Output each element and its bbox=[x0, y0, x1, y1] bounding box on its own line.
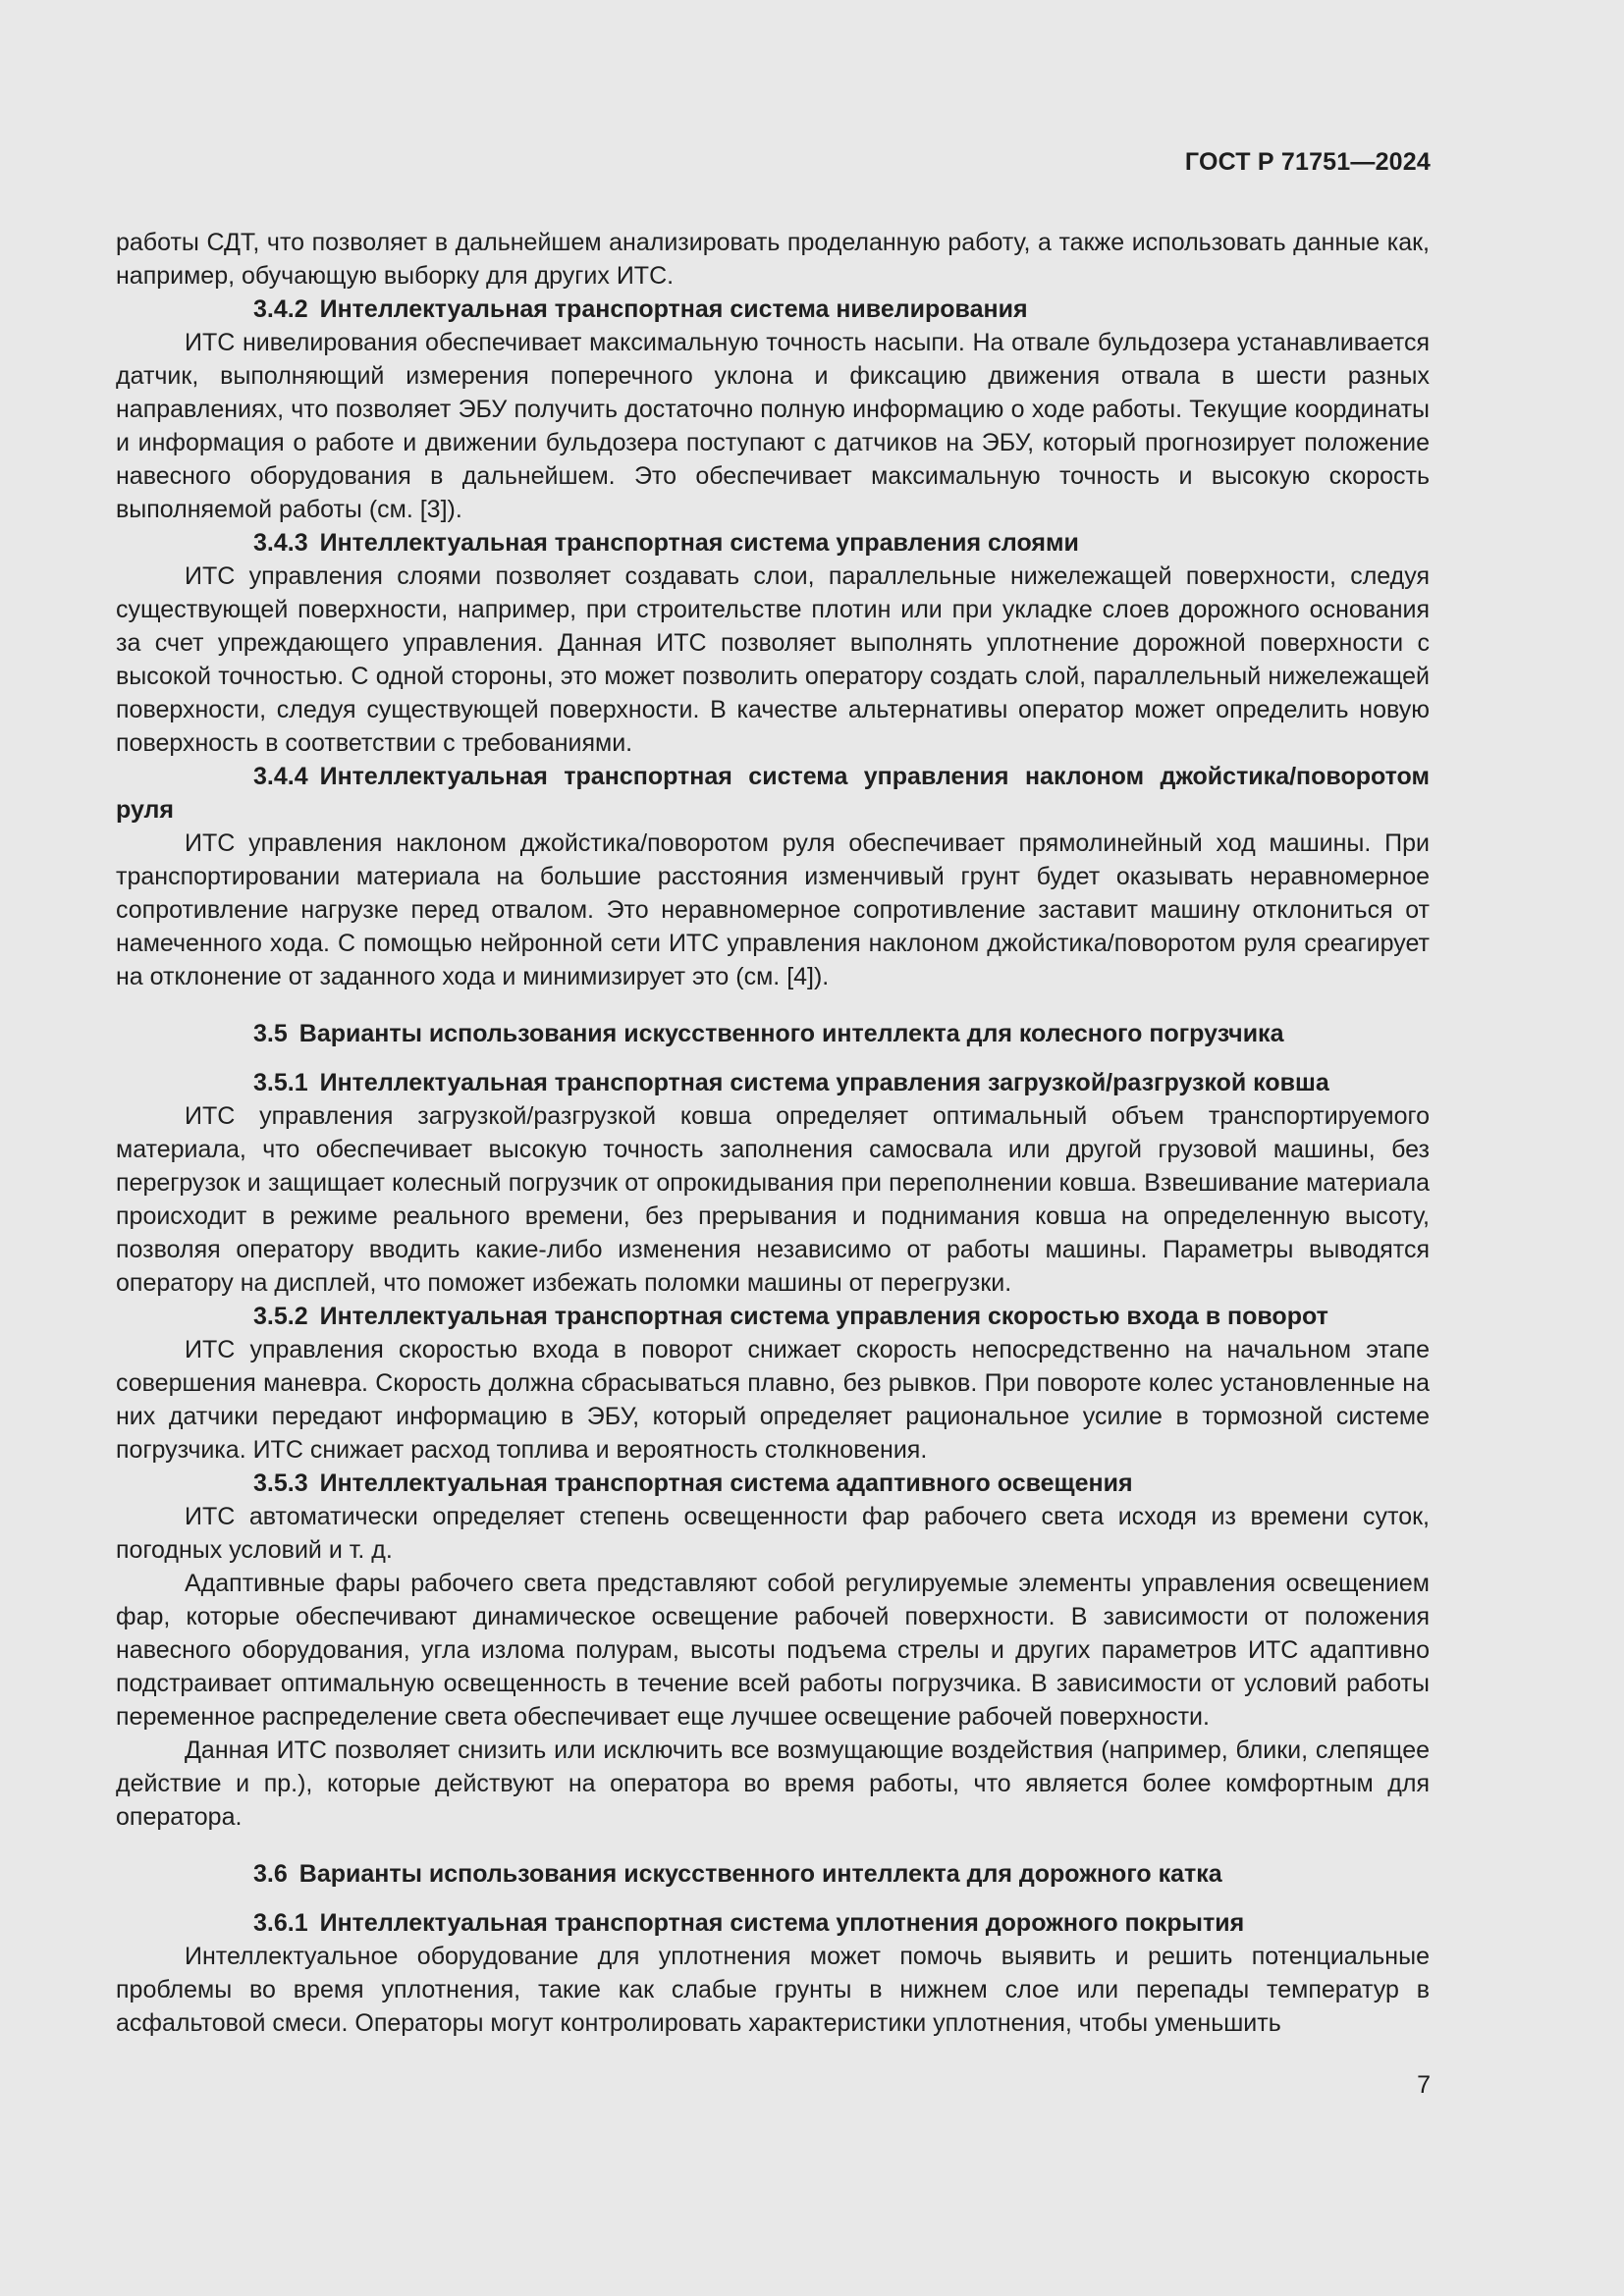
paragraph: ИТС нивелирования обеспечивает максимальную точность насыпи. На отвале бульдозера устанавливается датчик, выполняющий измерения поперечного уклона и фиксацию движения отвала в шести разных направлениях, что позволяет ЭБУ получить достаточно полную информацию о ходе работы. Текущие координаты и информация о работе и движении бульдозера поступают с датчиков на ЭБУ, который прогнозирует положение навесного оборудования в дальнейшем. Это обеспечивает максимальную точность и высокую скорость выполняемой работы (см. [3]). bbox=[116, 329, 1430, 523]
section-title: Интеллектуальная транспортная система управления загрузкой/разгрузкой ковша bbox=[319, 1069, 1329, 1096]
section-title: Интеллектуальная транспортная система управления наклоном джойстика/поворотом руля bbox=[116, 763, 1430, 824]
subsection-heading bbox=[116, 1066, 1430, 1099]
paragraph: Адаптивные фары рабочего света представляют собой регулируемые элементы управления освещением фар, которые обеспечивают динамическое освещение рабочей поверхности. В зависимости от положения навесного оборудования, угла излома полурам, высоты подъема стрелы и других параметров ИТС адаптивно подстраивает оптимальную освещенность в течение всей работы погрузчика. В зависимости от условий работы переменное распределение света обеспечивает еще лучшее освещение рабочей поверхности. bbox=[116, 1570, 1430, 1731]
paragraph: работы СДТ, что позволяет в дальнейшем анализировать проделанную работу, а также использовать данные как, например, обучающую выборку для других ИТС. bbox=[116, 229, 1430, 290]
section-number: 3.5.1 bbox=[253, 1069, 308, 1096]
section-number: 3.5.3 bbox=[253, 1469, 308, 1497]
section-title: Интеллектуальная транспортная система нивелирования bbox=[319, 295, 1028, 323]
paragraph: ИТС управления наклоном джойстика/поворотом руля обеспечивает прямолинейный ход машины. При транспортировании материала на большие расстояния изменчивый грунт будет оказывать неравномерное сопротивление нагрузке перед отвалом. Это неравномерное сопротивление заставит машину отклониться от намеченного хода. С помощью нейронной сети ИТС управления наклоном джойстика/поворотом руля среагирует на отклонение от заданного хода и минимизирует это (см. [4]). bbox=[116, 829, 1430, 990]
section-number: 3.5 bbox=[253, 1020, 288, 1047]
subsection-heading bbox=[116, 1467, 1430, 1500]
subsection-heading bbox=[116, 293, 1430, 326]
paragraph: Интеллектуальное оборудование для уплотнения может помочь выявить и решить потенциальные проблемы во время уплотнения, такие как слабые грунты в нижнем слое или перепады температур в асфальтовой смеси. Операторы могут контролировать характеристики уплотнения, чтобы уменьшить bbox=[116, 1943, 1430, 2037]
document-body bbox=[116, 226, 1430, 2040]
section-title: Интеллектуальная транспортная система уплотнения дорожного покрытия bbox=[319, 1909, 1245, 1937]
section-heading bbox=[116, 1017, 1430, 1050]
section-title: Интеллектуальная транспортная система управления скоростью входа в поворот bbox=[319, 1303, 1328, 1330]
section-number: 3.4.3 bbox=[253, 529, 308, 557]
section-number: 3.4.4 bbox=[253, 763, 308, 790]
paragraph: ИТС автоматически определяет степень освещенности фар рабочего света исходя из времени суток, погодных условий и т. д. bbox=[116, 1503, 1430, 1564]
section-number: 3.5.2 bbox=[253, 1303, 308, 1330]
paragraph: ИТС управления слоями позволяет создавать слои, параллельные нижележащей поверхности, следуя существующей поверхности, например, при строительстве плотин или при укладке слоев дорожного основания за счет упреждающего управления. Данная ИТС позволяет выполнять уплотнение дорожной поверхности с высокой точностью. С одной стороны, это может позволить оператору создать слой, параллельный нижележащей поверхности, следуя существующей поверхности. В качестве альтернативы оператор может определить новую поверхность в соответствии с требованиями. bbox=[116, 562, 1430, 757]
paragraph: Данная ИТС позволяет снизить или исключить все возмущающие воздействия (например, блики, слепящее действие и пр.), которые действуют на оператора во время работы, что является более комфортным для оператора. bbox=[116, 1736, 1430, 1831]
paragraph: ИТС управления загрузкой/разгрузкой ковша определяет оптимальный объем транспортируемого материала, что обеспечивает высокую точность заполнения самосвала или другой грузовой машины, без перегрузок и защищает колесный погрузчик от опрокидывания при переполнении ковша. Взвешивание материала происходит в режиме реального времени, без прерывания и поднимания ковша на определенную высоту, позволяя оператору вводить какие-либо изменения независимо от работы машины. Параметры выводятся оператору на дисплей, что поможет избежать поломки машины от перегрузки. bbox=[116, 1102, 1430, 1297]
section-number: 3.4.2 bbox=[253, 295, 308, 323]
page-number: 7 bbox=[1417, 2071, 1431, 2099]
subsection-heading bbox=[116, 1300, 1430, 1333]
standard-code: ГОСТ Р 71751—2024 bbox=[1184, 148, 1431, 176]
subsection-heading bbox=[116, 526, 1430, 560]
section-title: Варианты использования искусственного интеллекта для дорожного катка bbox=[298, 1860, 1222, 1888]
paragraph: ИТС управления скоростью входа в поворот снижает скорость непосредственно на начальном этапе совершения маневра. Скорость должна сбрасываться плавно, без рывков. При повороте колес установленные на них датчики передают информацию в ЭБУ, который определяет рациональное усилие в тормозной системе погрузчика. ИТС снижает расход топлива и вероятность столкновения. bbox=[116, 1336, 1430, 1464]
section-number: 3.6.1 bbox=[253, 1909, 308, 1937]
subsection-heading bbox=[116, 1906, 1430, 1940]
section-title: Интеллектуальная транспортная система управления слоями bbox=[319, 529, 1079, 557]
section-title: Варианты использования искусственного интеллекта для колесного погрузчика bbox=[298, 1020, 1284, 1047]
section-number: 3.6 bbox=[253, 1860, 288, 1888]
section-heading bbox=[116, 1857, 1430, 1891]
section-title: Интеллектуальная транспортная система адаптивного освещения bbox=[319, 1469, 1133, 1497]
subsection-heading bbox=[116, 760, 1430, 827]
